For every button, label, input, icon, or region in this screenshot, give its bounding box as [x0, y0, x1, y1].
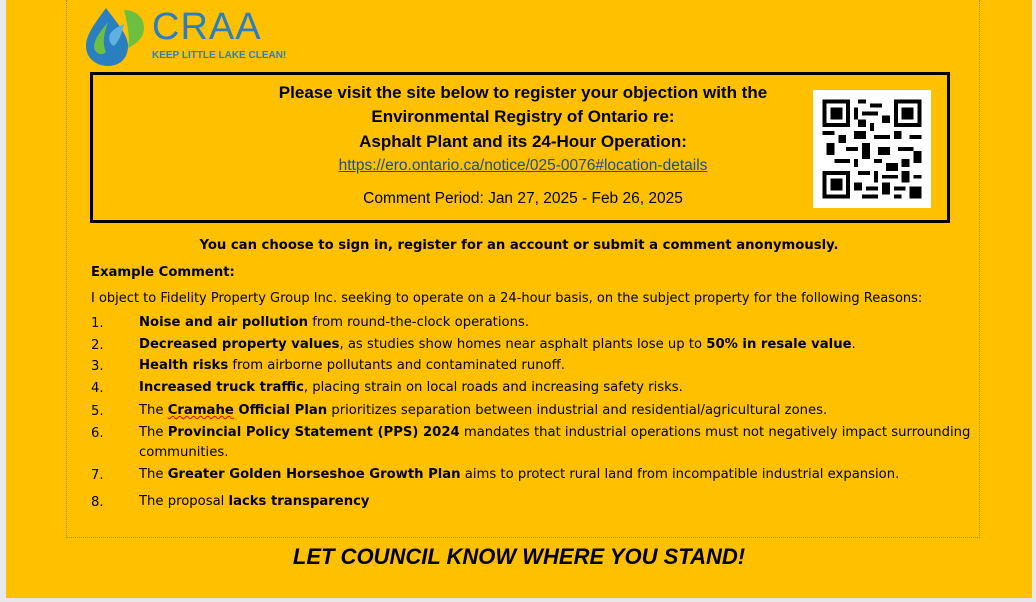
example-intro: I object to Fidelity Property Group Inc. seeking to operate on a 24-hour basis, on the subject property for the following Reasons:	[91, 291, 923, 306]
qr-code[interactable]	[813, 90, 931, 208]
reason-text: The	[139, 467, 168, 482]
reason-text: prioritizes separation between industrial and residential/agricultural zones.	[327, 403, 828, 418]
reason-text: lacks transparency	[228, 494, 370, 509]
reason-item	[139, 335, 984, 355]
ero-notice-link[interactable]: https://ero.ontario.ca/notice/025-0076#location-details	[338, 157, 708, 174]
qr-code-icon	[813, 90, 931, 208]
reason-number: 5.	[91, 404, 104, 419]
reason-item	[139, 313, 984, 333]
call-to-action: LET COUNCIL KNOW WHERE YOU STAND!	[292, 544, 746, 569]
reason-text: Decreased property values	[139, 337, 340, 352]
reason-text: The	[139, 403, 168, 418]
sign-in-note: You can choose to sign in, register for an account or submit a comment anonymously.	[199, 238, 839, 253]
reason-number: 3.	[91, 359, 104, 374]
reason-number: 7.	[91, 468, 104, 483]
reason-text: from round-the-clock operations.	[308, 315, 530, 330]
reason-text: The proposal	[139, 494, 229, 509]
reason-text: aims to protect rural land from incompatible industrial expansion.	[460, 467, 900, 482]
reason-text: The	[139, 425, 168, 440]
reason-item	[139, 423, 984, 463]
comment-period: Comment Period: Jan 27, 2025 - Feb 26, 2025	[363, 190, 683, 207]
reason-text: .	[851, 337, 856, 352]
reason-item	[139, 401, 984, 421]
reason-item	[139, 492, 984, 512]
reason-text: , as studies show homes near asphalt plants lose up to	[339, 337, 707, 352]
notice-line-2: Environmental Registry of Ontario re:	[371, 107, 675, 126]
reason-text: Official Plan	[233, 403, 328, 418]
notice-line-1: Please visit the site below to register your objection with the	[278, 83, 768, 102]
reason-text: Cramahe	[167, 403, 234, 418]
water-drop-icon	[84, 4, 148, 68]
reason-number: 6.	[91, 426, 104, 441]
reason-text: from airborne pollutants and contaminated runoff.	[228, 358, 565, 373]
reason-item	[139, 356, 984, 376]
reason-number: 8.	[91, 495, 104, 510]
reason-item	[139, 378, 984, 398]
reason-text: , placing strain on local roads and increasing safety risks.	[303, 380, 683, 395]
reason-item	[139, 465, 984, 485]
reason-text: 50% in resale value	[706, 337, 852, 352]
reason-number: 2.	[91, 338, 104, 353]
reason-text: mandates that industrial operations must not negatively impact surrounding communities.	[139, 425, 971, 460]
reason-number: 4.	[91, 381, 104, 396]
reason-number: 1.	[91, 316, 104, 331]
reason-text: Health risks	[139, 358, 229, 373]
reason-text: Greater Golden Horseshoe Growth Plan	[167, 467, 461, 482]
reason-text: Increased truck traffic	[139, 380, 304, 395]
reason-text: Noise and air pollution	[139, 315, 309, 330]
logo-tagline: KEEP LITTLE LAKE CLEAN!	[152, 50, 287, 61]
craa-logo	[84, 4, 314, 68]
logo-wordmark: CRAA	[152, 6, 262, 48]
example-heading: Example Comment:	[91, 265, 235, 280]
reason-text: Provincial Policy Statement (PPS) 2024	[167, 425, 460, 440]
notice-line-3: Asphalt Plant and its 24-Hour Operation:	[359, 132, 687, 151]
document-page	[6, 0, 1032, 598]
